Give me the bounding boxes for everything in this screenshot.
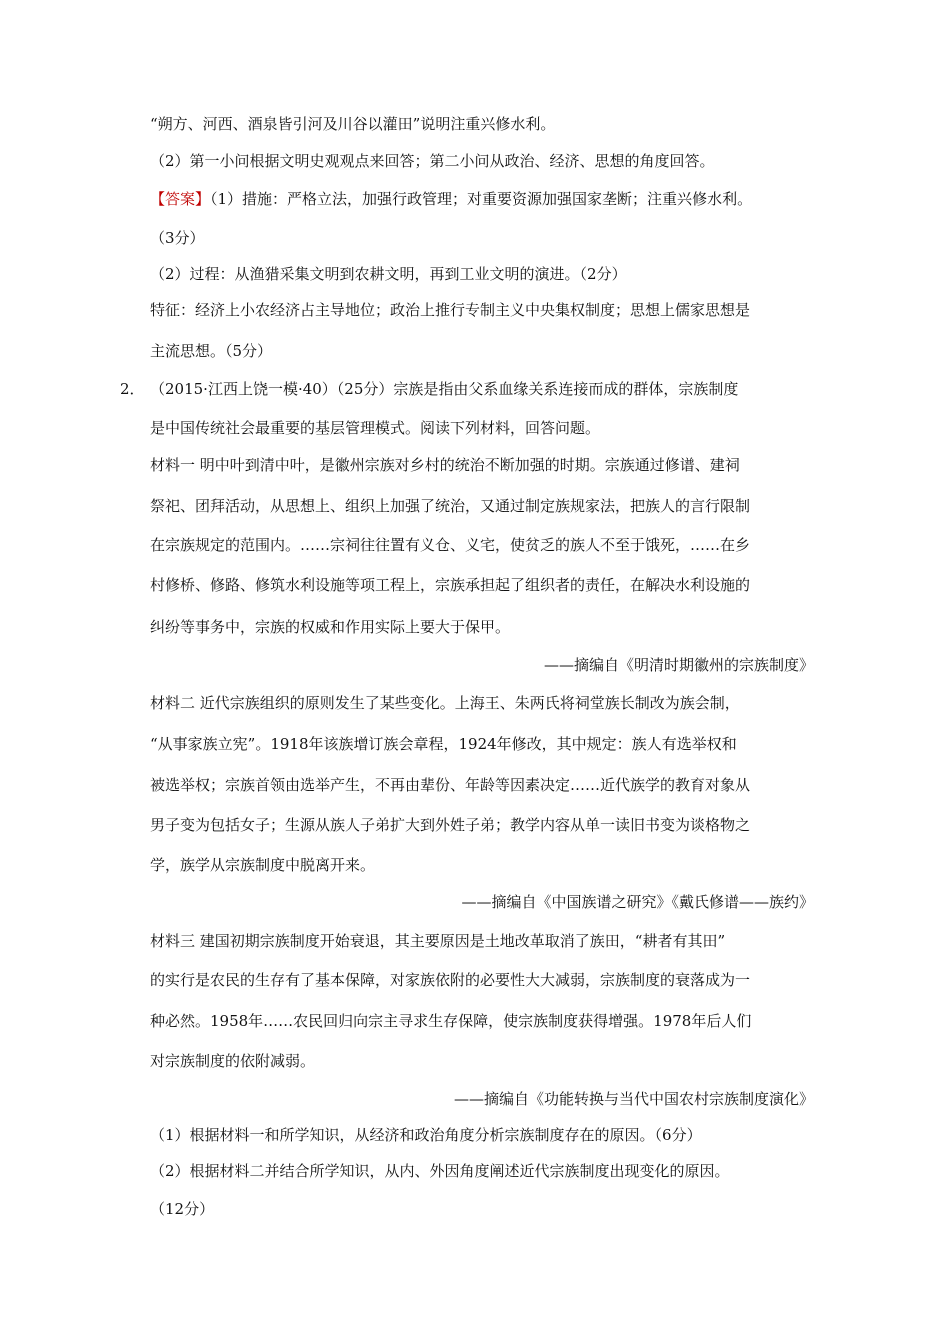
question-stem-line-1: （2015·江西上饶一模·40）（25分）宗族是指由父系血缘关系连接而成的群体，宗族制度 xyxy=(150,380,739,398)
answer-line-3: （2）过程：从渔猎采集文明到农耕文明，再到工业文明的演进。（2分） xyxy=(150,265,627,283)
material-1-source: ——摘编自《明清时期徽州的宗族制度》 xyxy=(543,656,814,674)
prev-explanation-line-1: “朔方、河西、酒泉皆引河及川谷以灌田”说明注重兴修水利。 xyxy=(150,115,556,133)
material-1-line: 纠纷等事务中，宗族的权威和作用实际上要大于保甲。 xyxy=(150,618,511,636)
material-3-line: 材料三 建国初期宗族制度开始衰退，其主要原因是土地改革取消了族田，“耕者有其田” xyxy=(150,932,726,950)
material-1-line: 在宗族规定的范围内。……宗祠往往置有义仓、义宅，使贫乏的族人不至于饿死，……在乡 xyxy=(150,536,751,554)
material-2-line: “从事家族立宪”。1918年该族增订族会章程，1924年修改，其中规定：族人有选举权和 xyxy=(150,735,737,753)
answer-line-2: （3分） xyxy=(150,229,205,247)
material-2-source: ——摘编自《中国族谱之研究》《戴氏修谱——族约》 xyxy=(461,893,814,911)
material-3-source: ——摘编自《功能转换与当代中国农村宗族制度演化》 xyxy=(453,1090,814,1108)
material-2-line: 学，族学从宗族制度中脱离开来。 xyxy=(150,856,376,874)
answer-line-4: 特征：经济上小农经济占主导地位；政治上推行专制主义中央集权制度；思想上儒家思想是 xyxy=(150,301,751,319)
material-2-line: 男子变为包括女子；生源从族人子弟扩大到外姓子弟；教学内容从单一读旧书变为谈格物之 xyxy=(150,816,751,834)
question-number: 2． xyxy=(120,380,145,398)
answer-line-5: 主流思想。（5分） xyxy=(150,342,273,360)
answer-label: 【答案】 xyxy=(150,190,211,208)
material-1-line: 村修桥、修路、修筑水利设施等项工程上，宗族承担起了组织者的责任，在解决水利设施的 xyxy=(150,576,751,594)
prev-explanation-line-2: （2）第一小问根据文明史观观点来回答；第二小问从政治、经济、思想的角度回答。 xyxy=(150,152,715,170)
material-2-line: 被选举权；宗族首领由选举产生，不再由辈份、年龄等因素决定……近代族学的教育对象从 xyxy=(150,776,751,794)
material-1-line: 祭祀、团拜活动，从思想上、组织上加强了统治，又通过制定族规家法，把族人的言行限制 xyxy=(150,497,751,515)
material-3-line: 种必然。1958年……农民回归向宗主寻求生存保障，使宗族制度获得增强。1978年后人们 xyxy=(150,1012,752,1030)
material-3-line: 的实行是农民的生存有了基本保障，对家族依附的必要性大大减弱，宗族制度的衰落成为一 xyxy=(150,971,751,989)
question-stem-line-2: 是中国传统社会最重要的基层管理模式。阅读下列材料，回答问题。 xyxy=(150,419,601,437)
sub-question-1: （1）根据材料一和所学知识，从经济和政治角度分析宗族制度存在的原因。（6分） xyxy=(150,1126,702,1144)
sub-question-2-line-1: （2）根据材料二并结合所学知识，从内、外因角度阐述近代宗族制度出现变化的原因。 xyxy=(150,1162,730,1180)
material-2-line: 材料二 近代宗族组织的原则发生了某些变化。上海王、朱两氏将祠堂族长制改为族会制， xyxy=(150,694,740,712)
answer-line-1 xyxy=(150,189,752,209)
material-1-line: 材料一 明中叶到清中叶，是徽州宗族对乡村的统治不断加强的时期。宗族通过修谱、建祠 xyxy=(150,456,740,474)
material-3-line: 对宗族制度的依附减弱。 xyxy=(150,1052,316,1070)
answer-text-1: （1）措施：严格立法，加强行政管理；对重要资源加强国家垄断；注重兴修水利。 xyxy=(210,190,753,208)
sub-question-2-line-2: （12分） xyxy=(150,1200,215,1218)
